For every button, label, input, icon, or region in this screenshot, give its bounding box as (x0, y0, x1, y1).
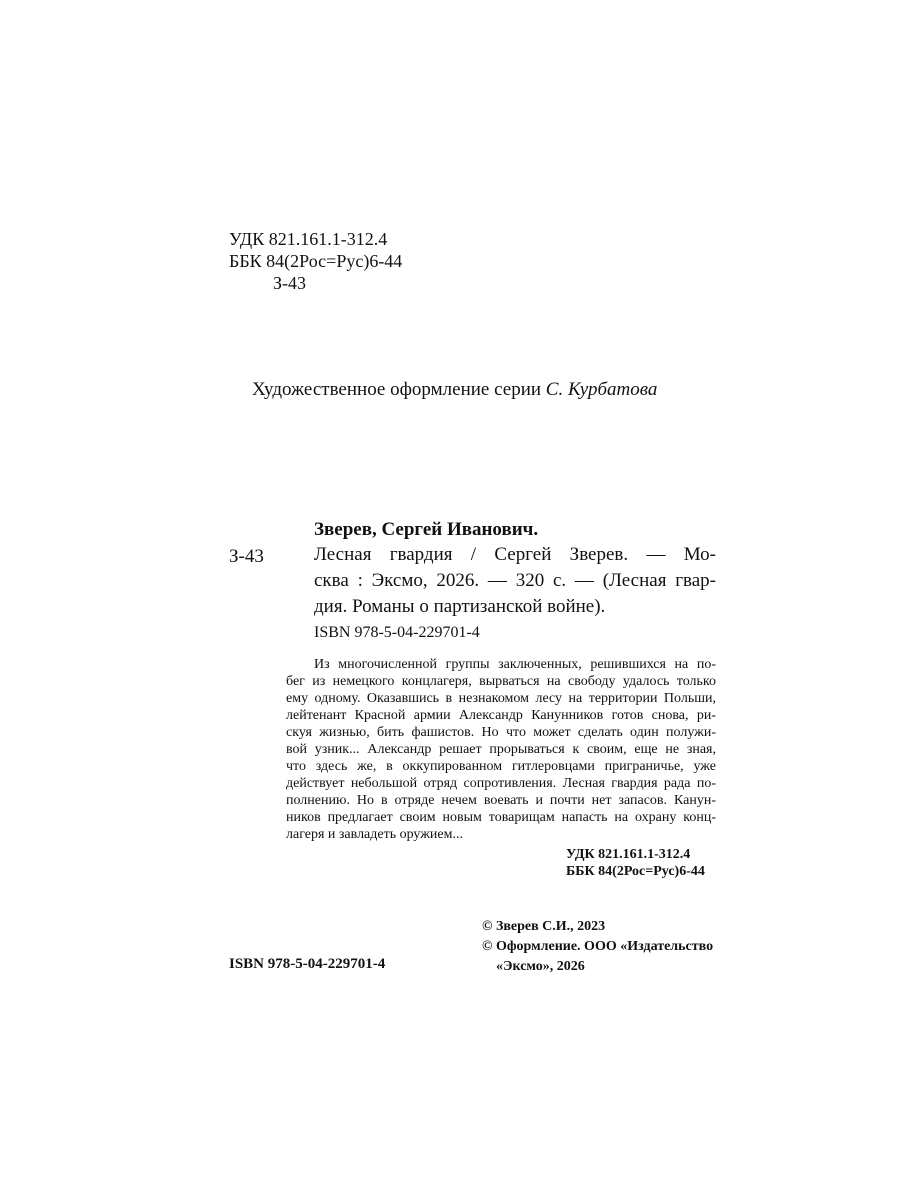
biblio-line: сква : Эксмо, 2026. — 320 с. — (Лесная гвар- (314, 570, 716, 591)
annotation-line: полнению. Но в отряде нечем воевать и почти нет запасов. Канун- (286, 793, 716, 808)
design-credit-text: Художественное оформление серии (252, 379, 546, 400)
record-isbn: ISBN 978-5-04-229701-4 (314, 624, 480, 641)
bbk-code: ББК 84(2Рос=Рус)6-44 (229, 251, 403, 271)
annotation-line: действует небольшой отряд сопротивления. Лесная гвардия рада по- (286, 776, 716, 791)
copyright-author: © Зверев С.И., 2023 (482, 919, 606, 934)
classification-footer (566, 846, 705, 880)
record-author: Зверев, Сергей Иванович. (314, 519, 539, 540)
record-code: З-43 (229, 546, 264, 567)
annotation-line: скуя жизнью, бить фашистов. Но что может сделать один полужи- (286, 725, 716, 740)
design-credit (252, 378, 657, 402)
copyright-design: © Оформление. ООО «Издательство (482, 939, 714, 954)
annotation (286, 656, 716, 843)
annotation-line: лейтенант Красной армии Александр Канунников готов снова, ри- (286, 708, 716, 723)
bibliographic-description (314, 542, 716, 620)
author-mark: З-43 (273, 273, 307, 293)
isbn-footer: ISBN 978-5-04-229701-4 (229, 956, 386, 972)
udk-code-footer: УДК 821.161.1-312.4 (566, 847, 691, 862)
classification-block (229, 228, 402, 294)
bbk-code-footer: ББК 84(2Рос=Рус)6-44 (566, 864, 705, 879)
annotation-line: Из многочисленной группы заключенных, решившихся на по- (314, 657, 716, 672)
annotation-line: ников предлагает своим новым товарищам напасть на охрану конц- (286, 810, 716, 825)
copyright-design-cont: «Эксмо», 2026 (496, 959, 585, 974)
biblio-line: Лесная гвардия / Сергей Зверев. — Мо- (314, 544, 716, 565)
annotation-line: ему одному. Оказавшись в незнакомом лесу на территории Польши, (286, 691, 716, 706)
design-credit-name: С. Курбатова (545, 379, 658, 400)
annotation-line: вой узник... Александр решает прорываться к своим, еще не зная, (286, 742, 716, 757)
udk-code: УДК 821.161.1-312.4 (229, 229, 388, 249)
biblio-line: дия. Романы о партизанской войне). (314, 596, 606, 617)
annotation-line: лагеря и завладеть оружием... (286, 827, 463, 842)
annotation-line: что здесь же, в оккупированном гитлеровцами приграничье, уже (286, 759, 716, 774)
annotation-line: бег из немецкого концлагеря, вырваться на свободу удалось только (286, 674, 716, 689)
copyright-block (482, 917, 713, 977)
